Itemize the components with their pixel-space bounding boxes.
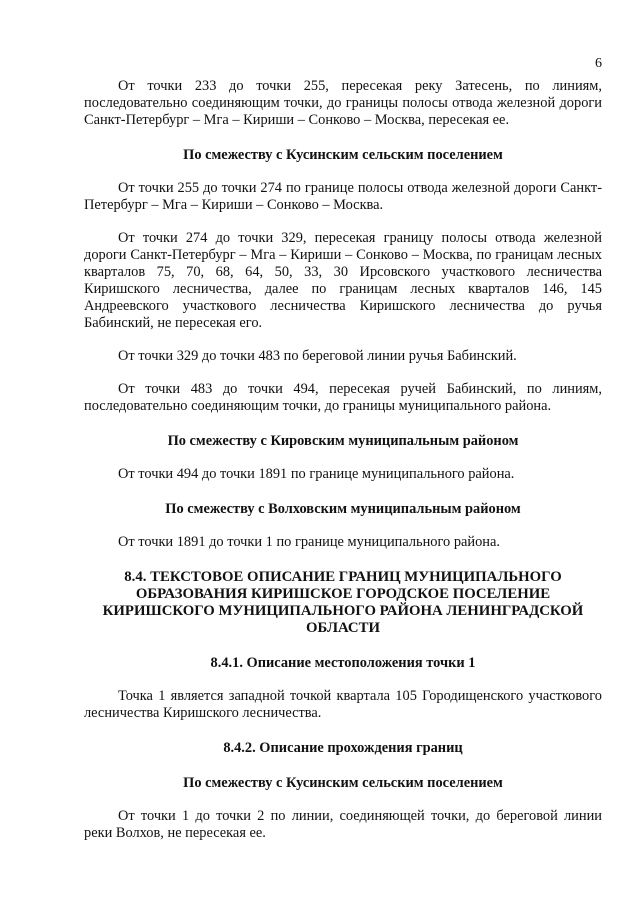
paragraph-segment-329-483: От точки 329 до точки 483 по береговой линии ручья Бабинский. [118, 348, 517, 364]
paragraph-segment-255-274: От точки 255 до точки 274 по границе полосы отвода железной дороги Санкт-Петербург – Мга – Кириши – Сонково – Москва. [84, 180, 602, 213]
paragraph-segment-1891-1: От точки 1891 до точки 1 по границе муниципального района. [118, 534, 500, 550]
heading-volkhovsky: По смежеству с Волховским муниципальным районом [165, 501, 521, 517]
paragraph-segment-233-255: От точки 233 до точки 255, пересекая реку Затесень, по линиям, последовательно соединяющим точки, до границы полосы отвода железной дороги Санкт-Петербург – Мга – Кириши – Сонково – Москва, пересекая ее. [84, 78, 602, 128]
heading-kirovsky: По смежеству с Кировским муниципальным районом [167, 433, 519, 449]
paragraph-segment-494-1891: От точки 494 до точки 1891 по границе муниципального района. [118, 466, 515, 482]
page-number: 6 [595, 56, 602, 71]
heading-8-4-1: 8.4.1. Описание местоположения точки 1 [210, 655, 476, 671]
heading-kusinskoe-1: По смежеству с Кусинским сельским поселением [183, 147, 503, 163]
paragraph-segment-1-2: От точки 1 до точки 2 по линии, соединяющей точки, до береговой линии реки Волхов, не пересекая ее. [84, 808, 602, 841]
document-body [84, 78, 602, 842]
paragraph-point-1: Точка 1 является западной точкой квартала 105 Городищенского участкового лесничества Киришского лесничества. [84, 688, 602, 721]
section-title-8-4: 8.4. ТЕКСТОВОЕ ОПИСАНИЕ ГРАНИЦ МУНИЦИПАЛЬНОГО ОБРАЗОВАНИЯ КИРИШСКОЕ ГОРОДСКОЕ ПОСЕЛЕНИЕ КИРИШСКОГО МУНИЦИПАЛЬНОГО РАЙОНА ЛЕНИНГРАДСКОЙ ОБЛАСТИ [102, 569, 584, 636]
heading-kusinskoe-2: По смежеству с Кусинским сельским поселением [183, 775, 503, 791]
paragraph-segment-274-329: От точки 274 до точки 329, пересекая границу полосы отвода железной дороги Санкт-Петербург – Мга – Кириши – Сонково – Москва, по границам лесных кварталов 75, 70, 68, 64, 50, 33, 30 Ирсовского участкового лесничества Киришского лесничества, далее по границам лесных кварталов 146, 145 Андреевского участкового лесничества Киришского лесничества до ручья Бабинский, не пересекая его. [84, 230, 602, 331]
paragraph-segment-483-494: От точки 483 до точки 494, пересекая ручей Бабинский, по линиям, последовательно соединяющим точки, до границы муниципального района. [84, 381, 602, 414]
heading-8-4-2: 8.4.2. Описание прохождения границ [223, 740, 463, 756]
